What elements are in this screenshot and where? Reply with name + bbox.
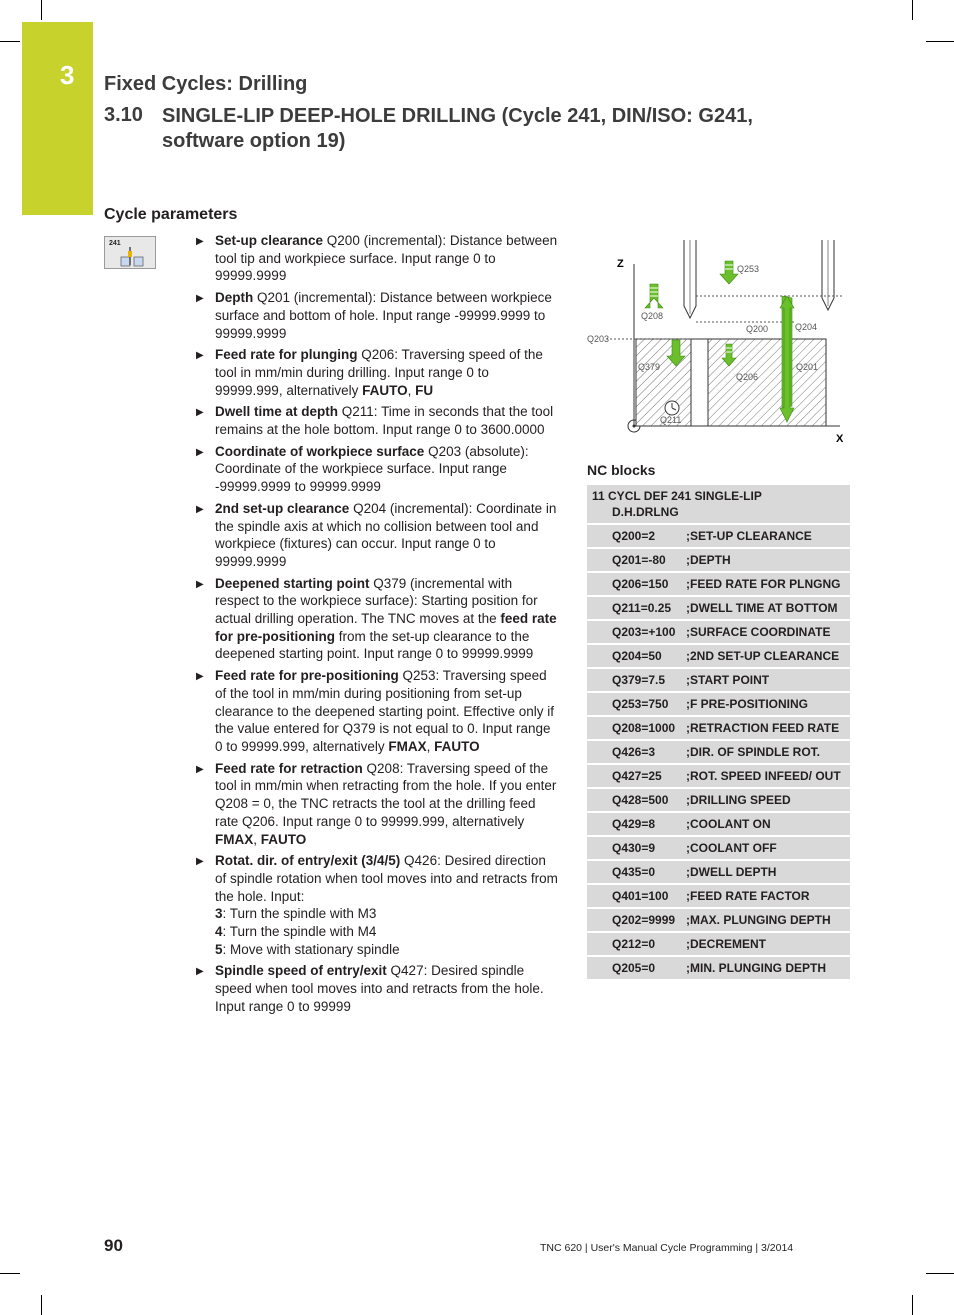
cycle-241-softkey-icon — [104, 236, 156, 269]
nc-param-cell: Q206=150 — [587, 572, 686, 596]
parameter-name: Set-up clearance — [215, 233, 324, 248]
nc-comment-cell: ;MIN. PLUNGING DEPTH — [686, 956, 850, 980]
parameter-item — [195, 500, 560, 571]
table-row — [587, 884, 850, 908]
table-row — [587, 644, 850, 668]
parameter-name: Dwell time at depth — [215, 404, 339, 420]
bullet-triangle-icon: ▶ — [196, 293, 204, 305]
bullet-triangle-icon: ▶ — [196, 578, 204, 590]
nc-param-cell: Q428=500 — [587, 788, 686, 812]
table-row — [587, 572, 850, 596]
nc-comment-cell: ;2ND SET-UP CLEARANCE — [686, 644, 850, 668]
parameter-name: Feed rate for plunging — [215, 347, 358, 363]
parameter-item — [195, 232, 560, 285]
nc-comment-cell: ;DRILLING SPEED — [686, 788, 850, 812]
parameter-description: Q253: Traversing speed of the tool in mm/min during positioning from set-up clearance to the deepened starting point. Effective only if the value entered for Q379 is not equal to 0. Input range 0 to 99999.999, alternatively — [215, 668, 554, 754]
nc-param-cell: Q427=25 — [587, 764, 686, 788]
label-q200: Q200 — [746, 324, 769, 334]
table-row — [587, 956, 850, 980]
parameter-description: Q203 (absolute): Coordinate of the workpiece surface. Input range -99999.9999 to 99999.9999 — [215, 443, 529, 495]
option-key: 3 — [215, 906, 223, 922]
parameter-description: Q200 (incremental): Distance between tool tip and workpiece surface. Input range 0 to 99999.9999 — [215, 233, 558, 284]
table-row — [587, 836, 850, 860]
crop-mark — [926, 1273, 954, 1274]
crop-mark — [926, 41, 954, 42]
parameter-option: feed rate for pre-positioning — [215, 611, 557, 644]
table-row — [587, 524, 850, 548]
parameter-item — [195, 443, 560, 496]
parameter-option-line — [215, 941, 560, 959]
label-q203: Q203 — [587, 334, 610, 344]
bullet-triangle-icon: ▶ — [196, 350, 204, 362]
parameter-name: Deepened starting point — [215, 575, 370, 591]
option-value: : Move with stationary spindle — [222, 941, 400, 957]
nc-param-cell: Q430=9 — [587, 836, 686, 860]
label-q208: Q208 — [641, 311, 664, 321]
bullet-triangle-icon: ▶ — [196, 407, 204, 419]
label-q204: Q204 — [795, 322, 818, 332]
label-q201: Q201 — [796, 362, 819, 372]
crop-mark — [0, 1273, 20, 1274]
table-row — [587, 740, 850, 764]
parameter-description: Q201 (incremental): Distance between workpiece surface and bottom of hole. Input range -99999.9999 to 99999.9999 — [215, 290, 552, 341]
crop-mark — [0, 41, 20, 42]
table-row — [587, 812, 850, 836]
footer-text: TNC 620 | User's Manual Cycle Programming | 3/2014 — [540, 1242, 794, 1254]
cycle-parameters-heading: Cycle parameters — [104, 206, 238, 223]
crop-mark — [912, 0, 913, 20]
parameter-description: , — [407, 382, 416, 398]
nc-comment-cell: ;F PRE-POSITIONING — [686, 692, 850, 716]
option-key: 5 — [215, 941, 223, 957]
table-row — [587, 485, 850, 524]
drilling-diagram — [586, 236, 850, 448]
parameter-option: FAUTO — [362, 382, 408, 398]
parameter-description: from the set-up clearance to the deepened starting point. Input range 0 to 99999.9999 — [215, 628, 534, 662]
parameter-item — [195, 403, 560, 438]
parameter-option: FAUTO — [260, 831, 307, 847]
parameter-description: , — [253, 831, 261, 847]
nc-comment-cell: ;ROT. SPEED INFEED/ OUT — [686, 764, 850, 788]
nc-header-line: D.H.DRLNG — [612, 505, 679, 519]
parameter-name: Spindle speed of entry/exit — [215, 963, 387, 979]
parameter-name: Coordinate of workpiece surface — [215, 443, 425, 459]
parameter-option: FMAX — [215, 831, 254, 847]
nc-param-cell: Q205=0 — [587, 956, 686, 980]
parameter-description: Q208: Traversing speed of the tool in mm/min when retracting from the hole. If you enter Q208 = 0, the TNC retracts the tool at the drilling feed rate Q206. Input range 0 to 99999.999, alternatively — [215, 760, 557, 829]
bullet-triangle-icon: ▶ — [196, 236, 204, 247]
nc-blocks-heading: NC blocks — [587, 462, 656, 478]
bullet-triangle-icon: ▶ — [196, 763, 204, 775]
nc-comment-cell: ;RETRACTION FEED RATE — [686, 716, 850, 740]
nc-comment-cell: ;START POINT — [686, 668, 850, 692]
nc-param-cell: Q202=9999 — [587, 908, 686, 932]
bullet-triangle-icon: ▶ — [196, 503, 204, 515]
label-q379: Q379 — [638, 362, 661, 372]
section-number: 3.10 — [104, 104, 143, 126]
nc-header-cell — [587, 485, 850, 524]
crop-mark — [41, 1295, 42, 1315]
option-key: 4 — [215, 924, 223, 940]
parameter-option: FU — [415, 382, 434, 398]
table-row — [587, 548, 850, 572]
nc-comment-cell: ;COOLANT OFF — [686, 836, 850, 860]
parameter-name: Feed rate for retraction — [215, 760, 363, 776]
parameter-option: FMAX — [388, 738, 427, 754]
nc-param-cell: Q204=50 — [587, 644, 686, 668]
parameter-item — [195, 346, 560, 399]
table-row — [587, 692, 850, 716]
table-row — [587, 908, 850, 932]
x-axis-label: X — [836, 433, 844, 445]
nc-param-cell: Q253=750 — [587, 692, 686, 716]
option-value: : Turn the spindle with M3 — [222, 906, 377, 922]
parameter-option-line — [215, 905, 560, 923]
nc-blocks-table — [587, 485, 850, 981]
parameter-option: FAUTO — [434, 738, 480, 754]
table-row — [587, 788, 850, 812]
z-axis-label: Z — [617, 258, 624, 270]
parameter-name: Depth — [215, 290, 254, 306]
nc-comment-cell: ;SURFACE COORDINATE — [686, 620, 850, 644]
nc-comment-cell: ;FEED RATE FOR PLNGNG — [686, 572, 850, 596]
parameter-description: Q204 (incremental): Coordinate in the spindle axis at which no collision between tool and workpiece (fixtures) can occur. Input range 0 to 99999.9999 — [215, 500, 557, 569]
nc-param-cell: Q435=0 — [587, 860, 686, 884]
nc-comment-cell: ;COOLANT ON — [686, 812, 850, 836]
nc-param-cell: Q200=2 — [587, 524, 686, 548]
nc-comment-cell: ;DEPTH — [686, 548, 850, 572]
parameter-description: Q206: Traversing speed of the tool in mm/min during drilling. Input range 0 to 99999.999, alternatively — [215, 347, 543, 398]
label-q206: Q206 — [736, 372, 759, 382]
parameter-item — [195, 962, 560, 1015]
parameter-item — [195, 852, 560, 958]
parameter-item — [195, 289, 560, 342]
nc-param-cell: Q201=-80 — [587, 548, 686, 572]
nc-param-cell: Q429=8 — [587, 812, 686, 836]
section-title: SINGLE-LIP DEEP-HOLE DRILLING (Cycle 241, DIN/ISO: G241, software option 19) — [162, 105, 753, 152]
nc-comment-cell: ;DECREMENT — [686, 932, 850, 956]
parameter-name: Rotat. dir. of entry/exit (3/4/5) — [215, 853, 401, 869]
parameter-description: Q211: Time in seconds that the tool remains at the hole bottom. Input range 0 to 3600.0000 — [215, 404, 554, 438]
parameter-description: Q379 (incremental with respect to the workpiece surface): Starting position for actual drilling operation. The TNC moves at the — [215, 575, 538, 627]
page-number: 90 — [104, 1236, 123, 1255]
parameter-item — [195, 575, 560, 664]
drill-icon — [105, 237, 157, 270]
nc-param-cell: Q208=1000 — [587, 716, 686, 740]
q253-arrow — [720, 261, 738, 284]
parameter-name: Feed rate for pre-positioning — [215, 668, 399, 684]
nc-comment-cell: ;DWELL TIME AT BOTTOM — [686, 596, 850, 620]
parameter-description: Q426: Desired direction of spindle rotation when tool moves into and retracts from the hole. Input: — [215, 853, 558, 904]
nc-comment-cell: ;MAX. PLUNGING DEPTH — [686, 908, 850, 932]
nc-param-cell: Q401=100 — [587, 884, 686, 908]
parameter-name: 2nd set-up clearance — [215, 500, 350, 516]
parameter-description: , — [426, 738, 435, 754]
option-value: : Turn the spindle with M4 — [222, 924, 377, 940]
parameter-item — [195, 667, 560, 756]
nc-param-cell: Q203=+100 — [587, 620, 686, 644]
bullet-triangle-icon: ▶ — [196, 446, 204, 458]
nc-param-cell: Q212=0 — [587, 932, 686, 956]
bullet-triangle-icon: ▶ — [196, 671, 204, 683]
parameter-item — [195, 760, 560, 849]
parameter-list — [195, 232, 560, 1020]
table-row — [587, 764, 850, 788]
table-row — [587, 668, 850, 692]
nc-comment-cell: ;DIR. OF SPINDLE ROT. — [686, 740, 850, 764]
nc-header-line: 11 CYCL DEF 241 SINGLE-LIP — [592, 489, 762, 503]
label-q211: Q211 — [660, 415, 682, 425]
chapter-number: 3 — [60, 60, 75, 90]
table-row — [587, 620, 850, 644]
parameter-description: Q427: Desired spindle speed when tool moves into and retracts from the hole. Input range 0 to 99999 — [215, 963, 544, 1014]
drill-hole — [691, 339, 708, 426]
chapter-title: Fixed Cycles: Drilling — [104, 73, 308, 95]
table-row — [587, 716, 850, 740]
nc-comment-cell: ;SET-UP CLEARANCE — [686, 524, 850, 548]
table-row — [587, 596, 850, 620]
bullet-triangle-icon: ▶ — [196, 856, 204, 868]
nc-comment-cell: ;FEED RATE FACTOR — [686, 884, 850, 908]
crop-mark — [41, 0, 42, 20]
nc-param-cell: Q211=0.25 — [587, 596, 686, 620]
crop-mark — [912, 1295, 913, 1315]
nc-param-cell: Q426=3 — [587, 740, 686, 764]
parameter-option-line — [215, 923, 560, 941]
softkey-label: 241 — [109, 240, 121, 247]
nc-comment-cell: ;DWELL DEPTH — [686, 860, 850, 884]
label-q253: Q253 — [737, 264, 760, 274]
bullet-triangle-icon: ▶ — [196, 966, 204, 978]
chapter-tab — [22, 22, 93, 215]
nc-param-cell: Q379=7.5 — [587, 668, 686, 692]
table-row — [587, 860, 850, 884]
table-row — [587, 932, 850, 956]
